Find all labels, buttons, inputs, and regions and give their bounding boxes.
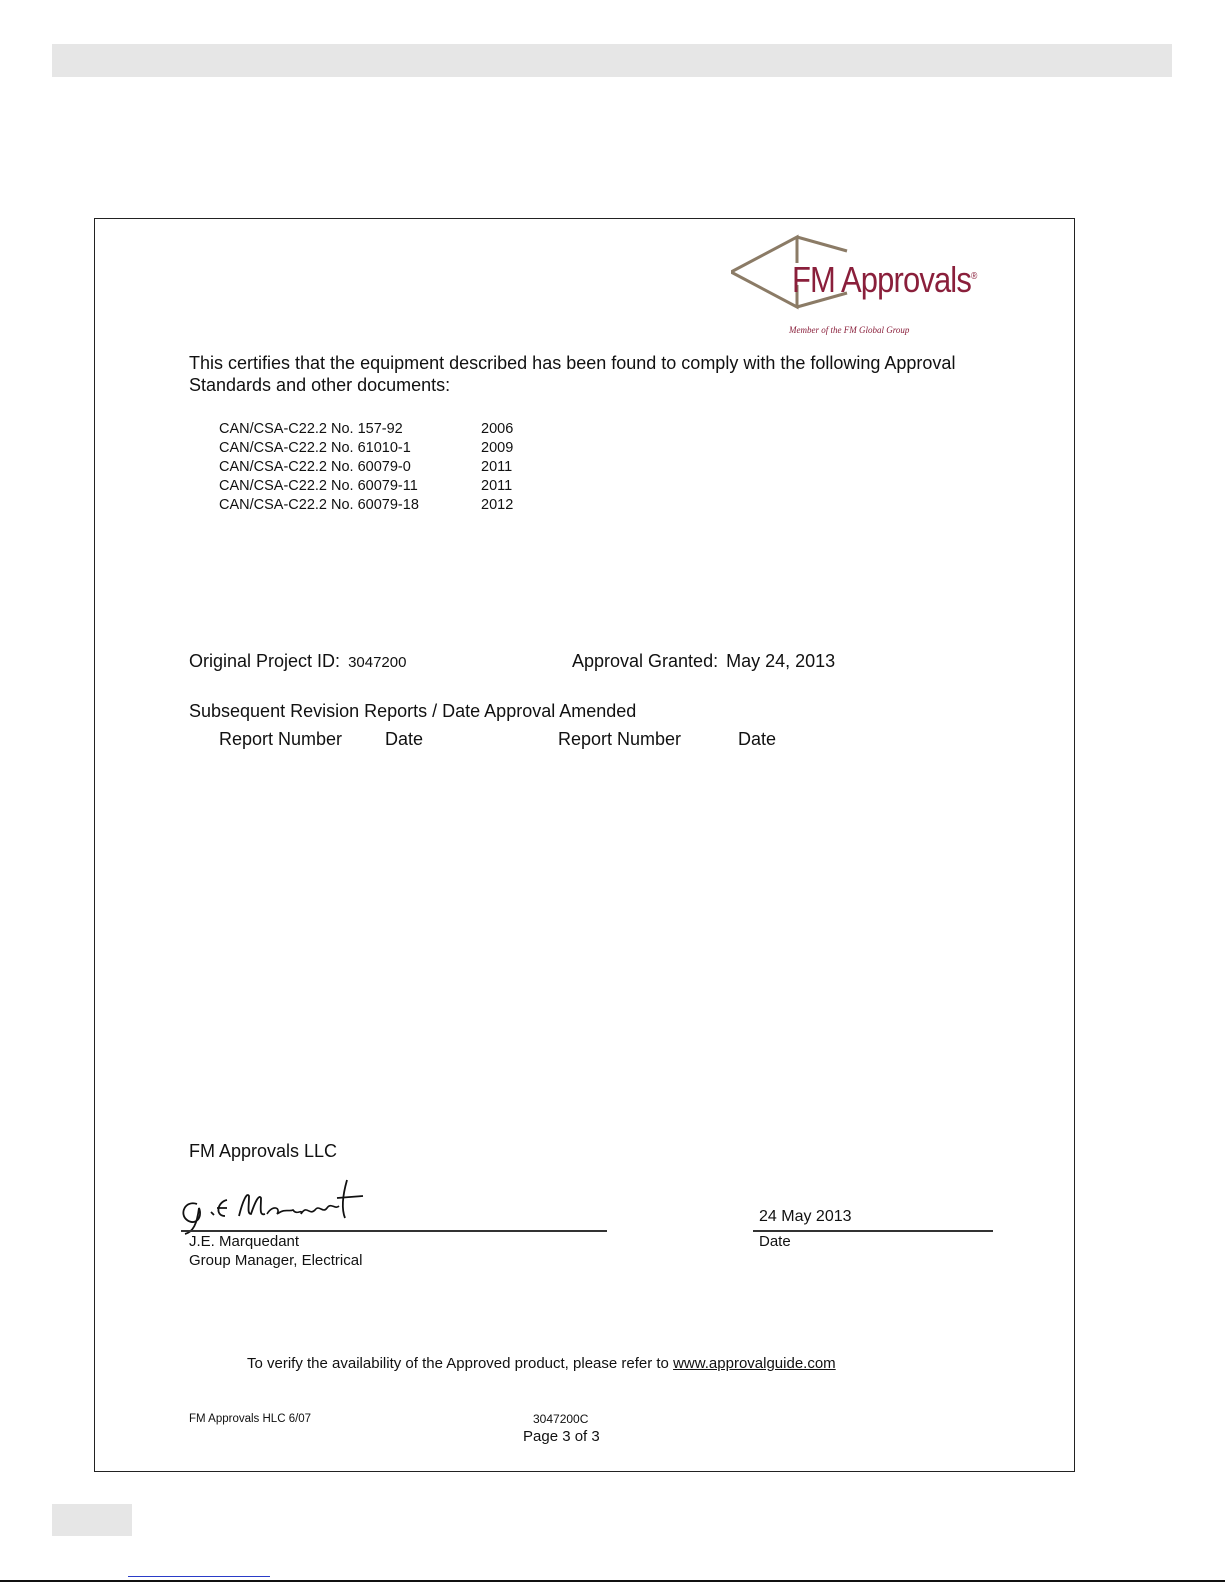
signer-name: J.E. Marquedant (189, 1233, 300, 1250)
certificate-page (94, 218, 1075, 1472)
footer-document-number: 3047200C (533, 1412, 589, 1426)
approval-granted-date: May 24, 2013 (726, 651, 836, 671)
bottom-rule (0, 1580, 1225, 1582)
revision-header-date: Date (385, 729, 424, 749)
footer-page-number: Page 3 of 3 (523, 1428, 600, 1445)
standard-name: CAN/CSA-C22.2 No. 60079-11 (219, 478, 418, 494)
approval-granted (572, 651, 835, 672)
standard-row (219, 458, 541, 477)
bottom-link-underline (128, 1576, 270, 1577)
approval-granted-label: Approval Granted: (572, 651, 719, 671)
signature-icon (177, 1174, 387, 1236)
signer-title: Group Manager, Electrical (189, 1252, 363, 1269)
project-id-label: Original Project ID: (189, 651, 341, 671)
company-name: FM Approvals LLC (189, 1141, 338, 1161)
fm-approvals-logo (731, 227, 977, 337)
standard-year: 2006 (481, 421, 514, 437)
standards-list (219, 420, 541, 515)
revision-header-date-2: Date (738, 729, 777, 749)
standard-name: CAN/CSA-C22.2 No. 157-92 (219, 421, 403, 437)
revision-section-title: Subsequent Revision Reports / Date Approval Amended (189, 701, 637, 721)
revision-header-report-number: Report Number (219, 729, 343, 749)
standard-name: CAN/CSA-C22.2 No. 60079-18 (219, 497, 419, 513)
standard-year: 2009 (481, 440, 514, 456)
standard-year: 2012 (481, 497, 514, 513)
standard-name: CAN/CSA-C22.2 No. 61010-1 (219, 440, 411, 456)
revision-header-report-number-2: Report Number (558, 729, 682, 749)
footer-form-id: FM Approvals HLC 6/07 (189, 1413, 312, 1425)
signed-date-label: Date (759, 1233, 791, 1250)
logo-tagline: Member of the FM Global Group (789, 325, 910, 335)
standard-row (219, 496, 541, 515)
project-id-value: 3047200 (348, 654, 407, 671)
standard-year: 2011 (481, 478, 513, 494)
standard-name: CAN/CSA-C22.2 No. 60079-0 (219, 459, 411, 475)
standard-row (219, 477, 541, 496)
verify-text: To verify the availability of the Approved product, please refer to (247, 1355, 669, 1372)
signature-line (181, 1230, 607, 1232)
logo-wordmark: FM Approvals® (792, 259, 977, 300)
top-header-bar (52, 44, 1172, 77)
certification-statement: This certifies that the equipment described has been found to comply with the following Approval Standards and other documents: (189, 353, 956, 395)
verify-statement (247, 1355, 836, 1372)
date-line (753, 1230, 993, 1232)
bottom-tab (52, 1504, 132, 1536)
standard-row (219, 420, 541, 439)
signed-date-value: 24 May 2013 (759, 1208, 852, 1225)
standard-year: 2011 (481, 459, 513, 475)
standard-row (219, 439, 541, 458)
approvalguide-link[interactable]: www.approvalguide.com (673, 1355, 836, 1372)
original-project-id (189, 651, 406, 672)
